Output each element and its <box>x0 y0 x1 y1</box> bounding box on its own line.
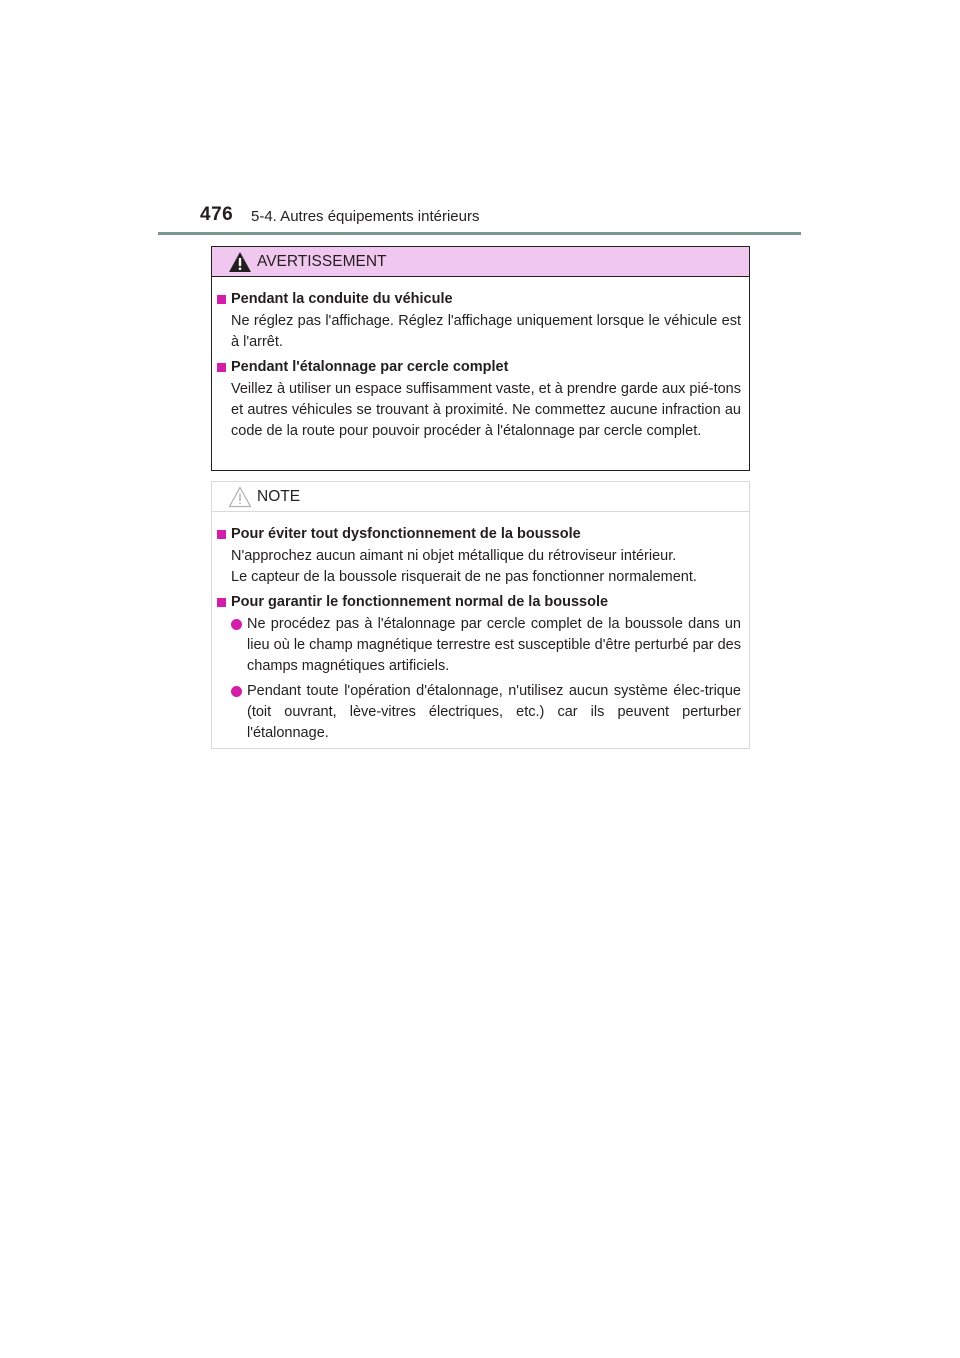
square-bullet-icon <box>217 530 226 539</box>
warning-triangle-icon <box>228 251 252 273</box>
page-number: 476 <box>200 204 234 225</box>
bullet-text: Ne procédez pas à l'étalonnage par cercle complet de la boussole dans un lieu où le champ magnétique terrestre est susceptible d'être perturbé par des champs magnétiques artificiels. <box>247 616 741 674</box>
warning-heading-driving-text: Pendant la conduite du véhicule <box>231 291 453 307</box>
warning-header <box>212 247 749 277</box>
note-header <box>212 482 749 512</box>
note-text-line-2: Le capteur de la boussole risquerait de ne pas fonctionner normalement. <box>231 569 697 585</box>
list-item <box>231 681 741 744</box>
warning-title: AVERTISSEMENT <box>257 252 387 270</box>
warning-heading-calibration <box>217 357 741 377</box>
square-bullet-icon <box>217 363 226 372</box>
square-bullet-icon <box>217 598 226 607</box>
note-heading-malfunction <box>217 524 741 544</box>
warning-text-calibration: Veillez à utiliser un espace suffisamment vaste, et à prendre garde aux pié-tons et autres véhicules se trouvant à proximité. Ne commettez aucune infraction au code de la route pour pouvoir procéder à l'étalonnage par cercle complet. <box>231 381 741 439</box>
warning-heading-driving <box>217 289 741 309</box>
caution-triangle-outline-icon <box>228 486 252 508</box>
note-heading-malfunction-text: Pour éviter tout dysfonctionnement de la boussole <box>231 526 581 542</box>
section-title: 5-4. Autres équipements intérieurs <box>251 208 480 225</box>
warning-heading-calibration-text: Pendant l'étalonnage par cercle complet <box>231 359 509 375</box>
list-item <box>231 614 741 677</box>
square-bullet-icon <box>217 295 226 304</box>
warning-text-driving: Ne réglez pas l'affichage. Réglez l'affichage uniquement lorsque le véhicule est à l'arrêt. <box>231 313 741 350</box>
note-heading-normal-operation-text: Pour garantir le fonctionnement normal de la boussole <box>231 594 609 610</box>
note-heading-normal-operation <box>217 592 741 612</box>
warning-box <box>211 246 750 471</box>
note-text-line-1: N'approchez aucun aimant ni objet métallique du rétroviseur intérieur. <box>231 548 677 564</box>
note-box <box>211 481 750 749</box>
bullet-text: Pendant toute l'opération d'étalonnage, n'utilisez aucun système élec-trique (toit ouvrant, lève-vitres électriques, etc.) car ils peuvent perturber l'étalonnage. <box>247 683 741 741</box>
note-title: NOTE <box>257 487 301 505</box>
header-rule <box>158 232 801 235</box>
round-bullet-icon <box>231 619 242 630</box>
round-bullet-icon <box>231 686 242 697</box>
